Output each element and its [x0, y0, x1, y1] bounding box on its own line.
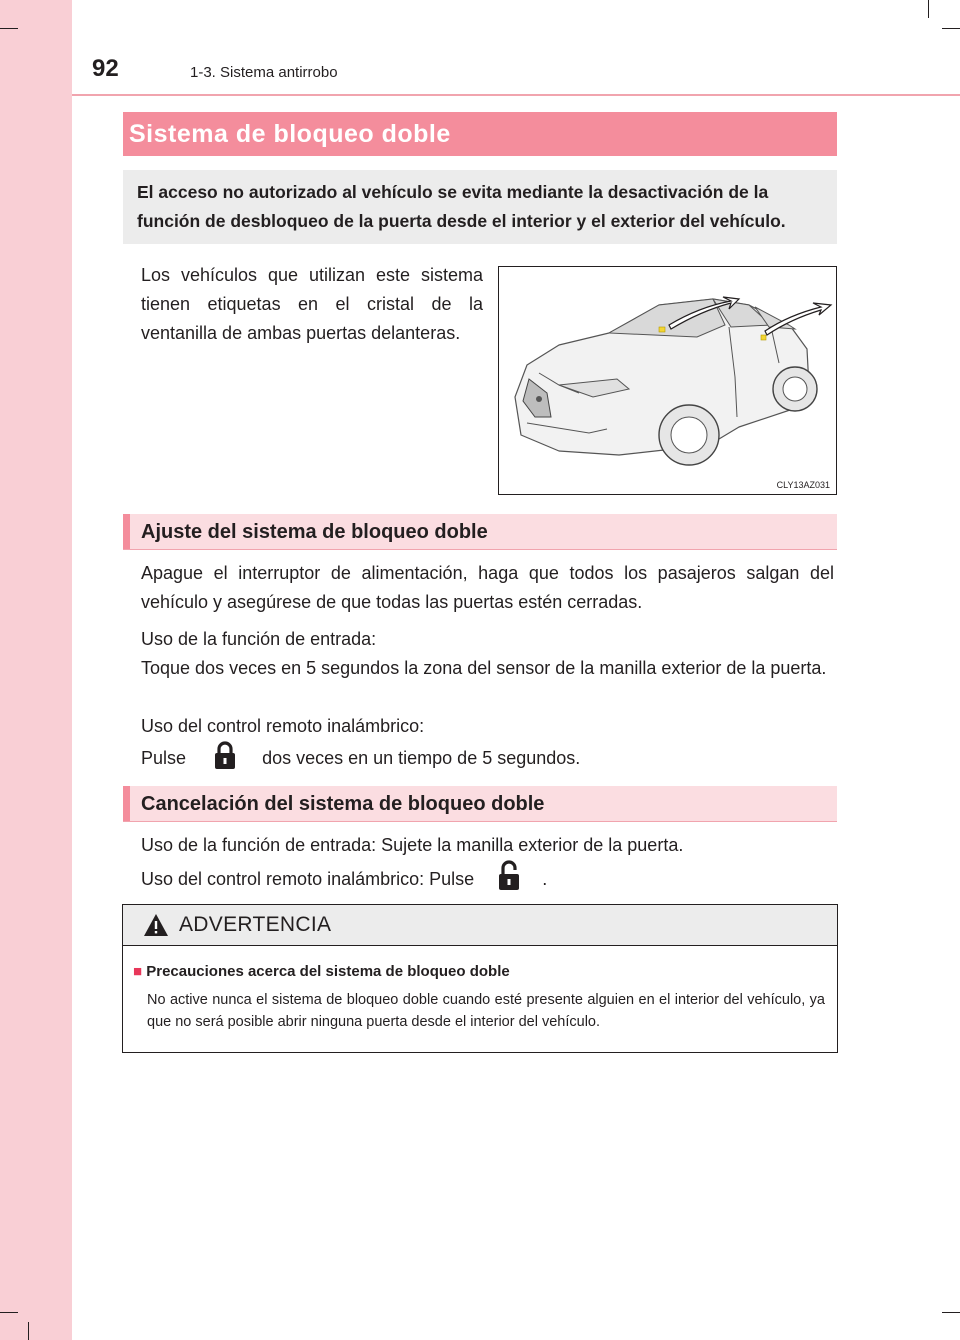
warning-subheading-text: Precauciones acerca del sistema de bloqueo doble: [146, 963, 510, 980]
subheading-cancel-bar: [123, 786, 837, 822]
cancel-remote-instruction: [141, 860, 547, 901]
car-icon: [499, 267, 836, 494]
subheading-setting: Ajuste del sistema de bloqueo doble: [141, 521, 488, 543]
entry-function-label: Uso de la función de entrada:: [141, 629, 377, 649]
bullet-square-icon: ■: [133, 963, 143, 980]
setting-paragraph: Apague el interruptor de alimentación, haga que todos los pasajeros salgan del vehículo y asegúrese de que todas las puertas estén cerradas.: [141, 563, 834, 612]
press-prefix: Pulse: [141, 748, 187, 768]
subheading-accent: [123, 786, 130, 821]
page-number: 92: [92, 55, 119, 82]
warning-subheading: [133, 961, 510, 983]
running-header-section: 1-3. Sistema antirrobo: [190, 64, 338, 81]
intro-summary-box: El acceso no autorizado al vehículo se evita mediante la desactivación de la función de desbloqueo de la puerta desde el interior y el exterior del vehículo.: [123, 170, 837, 244]
side-tab-band: [0, 0, 72, 1340]
warning-box: [122, 904, 838, 1053]
figure-code: CLY13AZ031: [776, 480, 830, 490]
intro-paragraph: Los vehículos que utilizan este sistema tienen etiquetas en el cristal de la ventanilla de ambas puertas delanteras.: [141, 265, 483, 343]
crop-mark: [942, 28, 960, 29]
crop-mark: [942, 1312, 960, 1313]
warning-triangle-icon: [143, 913, 169, 937]
lock-icon: [211, 741, 239, 780]
remote-control-label: Uso del control remoto inalámbrico:: [141, 716, 425, 736]
crop-mark: [0, 28, 18, 29]
subheading-setting-bar: [123, 514, 837, 550]
press-suffix: dos veces en un tiempo de 5 segundos.: [262, 748, 581, 768]
cancel-press-suffix: .: [542, 869, 548, 889]
warning-title: ADVERTENCIA: [179, 913, 332, 936]
warning-header: [123, 905, 837, 946]
crop-mark: [928, 0, 929, 18]
subheading-accent: [123, 514, 130, 549]
entry-function-instruction: Toque dos veces en 5 segundos la zona del sensor de la manilla exterior de la puerta.: [141, 658, 827, 678]
main-title-bar: [123, 112, 837, 156]
header-rule: [72, 94, 960, 96]
cancel-entry-instruction: Uso de la función de entrada: Sujete la manilla exterior de la puerta.: [141, 835, 684, 855]
cancel-press-prefix: Uso del control remoto inalámbrico: Pulse: [141, 869, 475, 889]
main-title: Sistema de bloqueo doble: [129, 120, 451, 148]
crop-mark: [28, 1322, 29, 1340]
subheading-cancel: Cancelación del sistema de bloqueo doble: [141, 793, 545, 815]
warning-text: No active nunca el sistema de bloqueo doble cuando esté presente alguien en el interior del vehículo, ya que no será posible abrir ninguna puerta desde el interior del vehículo.: [147, 992, 825, 1030]
press-lock-instruction: [141, 741, 580, 780]
car-illustration: [498, 266, 837, 495]
unlock-icon: [495, 860, 523, 901]
crop-mark: [0, 1312, 18, 1313]
